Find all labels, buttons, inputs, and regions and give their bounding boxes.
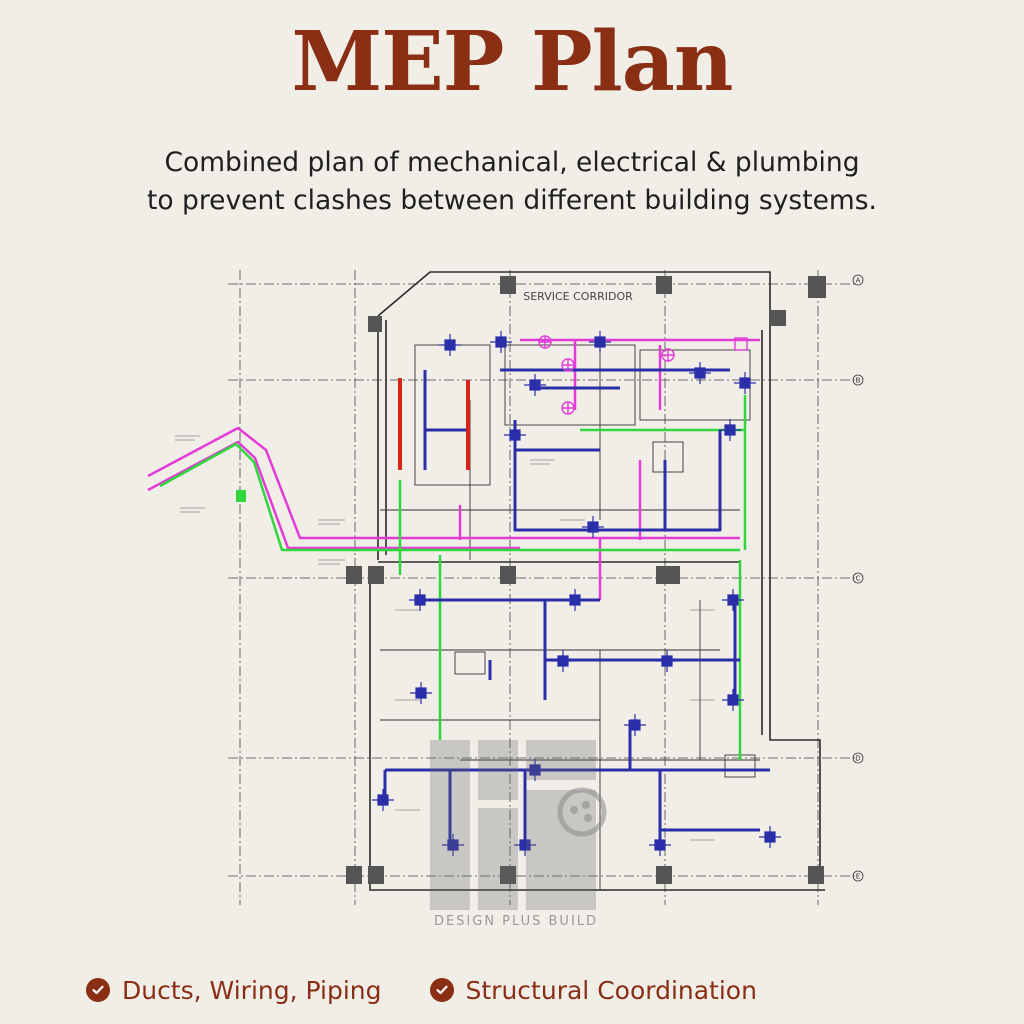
grid-label-b: B (855, 376, 861, 385)
service-corridor-label: SERVICE CORRIDOR (523, 290, 633, 303)
pipe-fittings (236, 490, 246, 502)
grid-label-a: A (855, 276, 861, 285)
check-circle-icon (430, 978, 454, 1002)
wiring-fixtures (539, 336, 747, 414)
feature-label: Ducts, Wiring, Piping (122, 975, 382, 1005)
feature-item-ducts (86, 976, 382, 1005)
watermark-text: DESIGN PLUS BUILD (433, 914, 599, 929)
design-plus-build-logo (430, 740, 596, 910)
subtitle-line-1: Combined plan of mechanical, electrical & plumbing (164, 147, 860, 178)
grid-label-e: E (855, 872, 861, 881)
grid-label-d: D (855, 754, 861, 763)
check-circle-icon (86, 978, 110, 1002)
fire-risers (400, 378, 468, 470)
mep-plan-drawing (140, 262, 880, 934)
page-subtitle (60, 144, 964, 220)
subtitle-line-2: to prevent clashes between different building systems. (147, 185, 877, 216)
feature-label: Structural Coordination (465, 975, 757, 1005)
feature-item-structural (430, 976, 757, 1005)
feature-list (86, 968, 805, 1012)
page-title: MEP Plan (291, 14, 733, 110)
grid-label-c: C (855, 574, 861, 583)
